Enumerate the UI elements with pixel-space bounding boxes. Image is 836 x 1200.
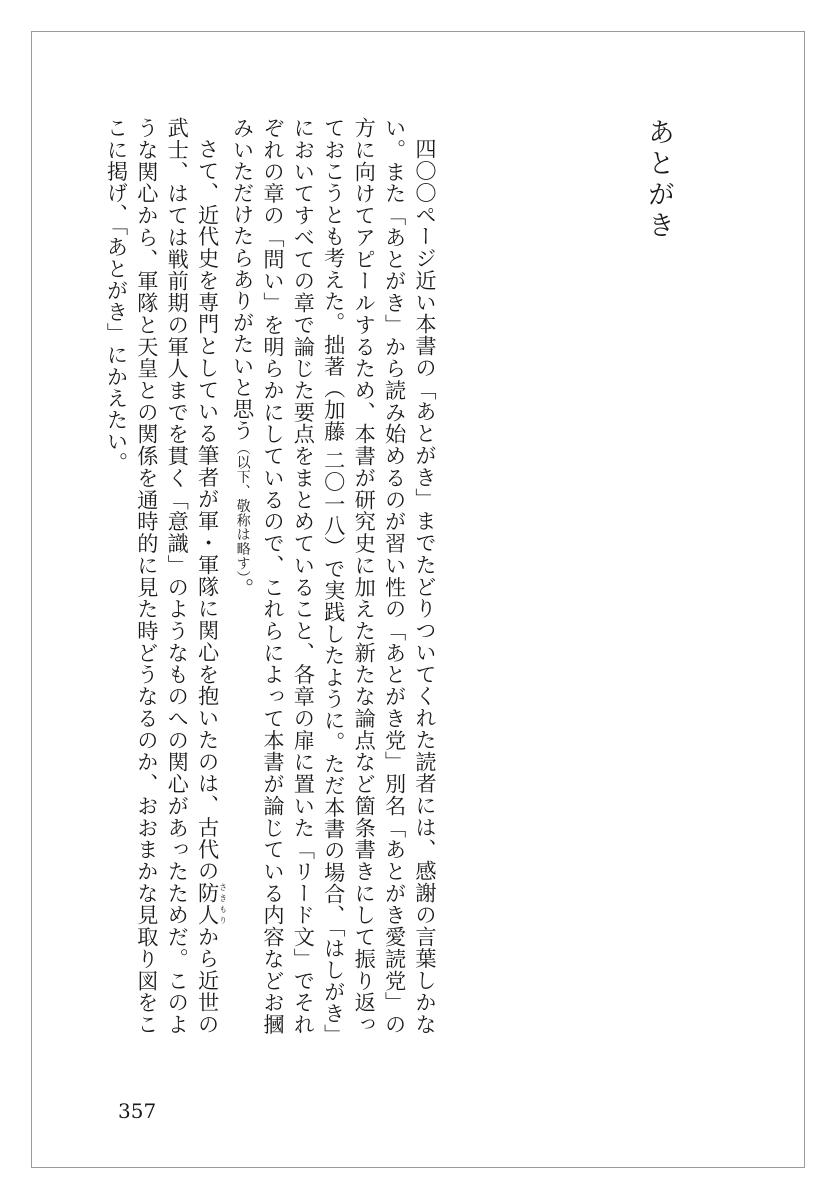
page-number: 357 xyxy=(118,1099,157,1123)
paragraph-1-end: 。 xyxy=(230,578,256,600)
paragraph-1-text: 四〇〇ページ近い本書の「あとがき」までたどりついてくれた読者には、感謝の言葉しかない。また「あとがき」から読み始めるのが習い性の「あとがき党」別名「あとがき愛読党」の方に向けてアピールするため、本書が研究史に加えた新たな論点など箇条書きにして振り返っておこうとも考えた。拙著（加藤 二〇一八）で実践したように。ただ本書の場合、「はしがき」においてすべての章で論じた要点をまとめていること、各章の扉に置いた「リード文」でそれぞれの章の「問い」を明らかにしているので、これらによって本書が論じている内容などお摑みいただけたらありがたいと思う xyxy=(230,117,438,1035)
paragraph-2 xyxy=(101,117,227,1035)
paragraph-2-end: から近世の武士、はては戦前期の軍人までを貫く「意識」のようなものへの関心があったためだ。このような関心から、軍隊と天皇との関係を通時的に見た時どうなるのか、おおまかな見取り図をここに掲げ、「あとがき」にかえたい。 xyxy=(104,117,221,1036)
chapter-title: あとがき xyxy=(643,118,674,242)
paragraph-1 xyxy=(227,117,440,1035)
ruby-sakimori xyxy=(195,882,228,926)
body-text xyxy=(104,117,440,1036)
paragraph-1-note: （以下、敬称は略す） xyxy=(234,441,251,578)
paragraph-2-start: さて、近代史を専門としている筆者が軍・軍隊に関心を抱いたのは、古代の xyxy=(195,138,221,883)
ruby-base: 防人 xyxy=(195,882,221,926)
ruby-reading: さきもり xyxy=(218,882,228,926)
